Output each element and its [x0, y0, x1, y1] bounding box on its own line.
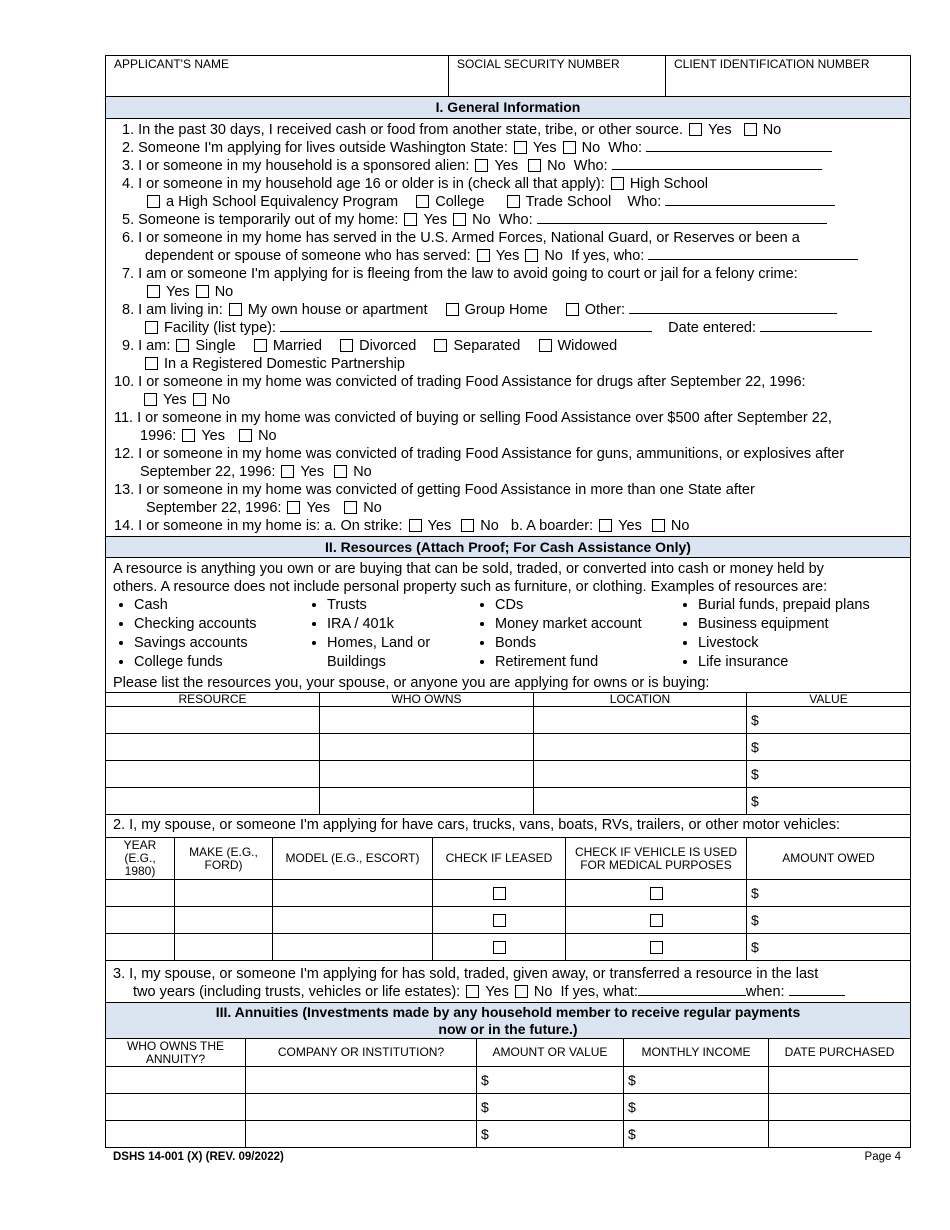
resource-examples-col4	[676, 596, 910, 672]
q3-no-checkbox[interactable]	[528, 159, 541, 172]
transfer-question-line2: two years (including trusts, vehicles or life estates): Yes No If yes, what: when:	[113, 983, 910, 1001]
q6-no-checkbox[interactable]	[525, 249, 538, 262]
leased-checkbox[interactable]	[493, 914, 506, 927]
resource-example: • Trusts	[327, 596, 473, 615]
vehicles-table-header	[106, 838, 911, 880]
q12-no-checkbox[interactable]	[334, 465, 347, 478]
leased-checkbox[interactable]	[493, 887, 506, 900]
question-10-cont: Yes No	[114, 391, 910, 409]
company-cell[interactable]	[246, 1121, 477, 1148]
resource-example: • Life insurance	[698, 653, 910, 672]
column-header: VALUE	[747, 693, 911, 707]
leased-cell	[433, 880, 566, 907]
q4-hse-checkbox[interactable]	[147, 195, 160, 208]
q7-no-checkbox[interactable]	[196, 285, 209, 298]
transfer-no-checkbox[interactable]	[515, 985, 528, 998]
transfer-question	[106, 961, 910, 1003]
q2-no-checkbox[interactable]	[563, 141, 576, 154]
monthly-income-cell[interactable]: $	[624, 1067, 769, 1094]
q13-yes-checkbox[interactable]	[287, 501, 300, 514]
question-4: 4. I or someone in my household age 16 or older is in (check all that apply): High School	[122, 176, 709, 192]
section-general-info-header: I. General Information	[106, 97, 910, 119]
resource-examples	[106, 596, 910, 672]
resource-example: • Cash	[134, 596, 305, 615]
form-page	[105, 55, 911, 1148]
vehicles-table	[105, 837, 911, 961]
make-cell[interactable]	[175, 880, 273, 907]
leased-cell	[433, 934, 566, 961]
q9-separated-checkbox[interactable]	[434, 339, 447, 352]
question-12-cont: September 22, 1996: Yes No	[140, 464, 372, 480]
table-row	[106, 707, 911, 734]
q9-married-checkbox[interactable]	[254, 339, 267, 352]
resource-example: • Livestock	[698, 634, 910, 653]
monthly-income-cell[interactable]: $	[624, 1094, 769, 1121]
amount-cell[interactable]: $	[477, 1121, 624, 1148]
applicant-name-field[interactable]	[106, 56, 449, 96]
q14-boarder-yes-checkbox[interactable]	[599, 519, 612, 532]
column-header: LOCATION	[534, 693, 747, 707]
q9-single-checkbox[interactable]	[176, 339, 189, 352]
q12-yes-checkbox[interactable]	[281, 465, 294, 478]
q8-other-checkbox[interactable]	[566, 303, 579, 316]
q8-facility-field[interactable]	[280, 319, 652, 332]
column-header: AMOUNT OWED	[747, 838, 911, 880]
section-annuities-header	[106, 1003, 910, 1039]
annuities-title-line2: now or in the future.)	[438, 1021, 578, 1037]
question-11: 11. I or someone in my home was convicted of buying or selling Food Assistance over $500 after September 22,	[114, 410, 832, 426]
q5-yes-checkbox[interactable]	[404, 213, 417, 226]
applicant-name-label: APPLICANT'S NAME	[114, 57, 229, 71]
resource-example: • Savings accounts	[134, 634, 305, 653]
q11-no-checkbox[interactable]	[239, 429, 252, 442]
vehicles-prompt: 2. I, my spouse, or someone I'm applying for have cars, trucks, vans, boats, RVs, trailers, or other motor vehicles:	[113, 817, 840, 833]
resources-intro	[106, 558, 910, 596]
question-3: 3. I or someone in my household is a sponsored alien: Yes No Who:	[122, 157, 910, 175]
question-6: 6. I or someone in my home has served in the U.S. Armed Forces, National Guard, or Reserves or been a	[122, 230, 800, 246]
amount-cell[interactable]: $	[477, 1067, 624, 1094]
form-id: DSHS 14-001 (X) (REV. 09/2022)	[113, 1151, 284, 1163]
column-header: RESOURCE	[106, 693, 320, 707]
column-header: DATE PURCHASED	[769, 1039, 911, 1067]
column-header: MODEL (E.G., ESCORT)	[273, 838, 433, 880]
table-row	[106, 761, 911, 788]
annuities-title-line1: III. Annuities (Investments made by any household member to receive regular payments	[215, 1004, 801, 1020]
medical-purpose-checkbox[interactable]	[650, 941, 663, 954]
table-row	[106, 1094, 911, 1121]
medical-cell	[566, 880, 747, 907]
column-header: CHECK IF VEHICLE IS USED FOR MEDICAL PURPOSES	[566, 838, 747, 880]
q14-strike-yes-checkbox[interactable]	[409, 519, 422, 532]
q4-college-checkbox[interactable]	[416, 195, 429, 208]
page-footer	[113, 1151, 901, 1163]
resource-examples-col2	[305, 596, 473, 672]
q4-high-school-checkbox[interactable]	[611, 177, 624, 190]
q10-yes-checkbox[interactable]	[144, 393, 157, 406]
amount-owed-cell[interactable]: $	[747, 907, 911, 934]
question-2: 2. Someone I'm applying for lives outside Washington State: Yes No Who:	[122, 139, 910, 157]
q4-who-field[interactable]	[665, 193, 835, 206]
table-row	[106, 1121, 911, 1148]
location-cell[interactable]	[534, 788, 747, 815]
column-header: YEAR (E.G., 1980)	[106, 838, 175, 880]
resource-examples-col1	[112, 596, 305, 672]
amount-owed-cell[interactable]: $	[747, 880, 911, 907]
table-row	[106, 880, 911, 907]
company-cell[interactable]	[246, 1067, 477, 1094]
resource-example: • Burial funds, prepaid plans	[698, 596, 910, 615]
resource-example: • Money market account	[495, 615, 676, 634]
q5-no-checkbox[interactable]	[453, 213, 466, 226]
company-cell[interactable]	[246, 1094, 477, 1121]
q11-yes-checkbox[interactable]	[182, 429, 195, 442]
question-13-cont: September 22, 1996: Yes No	[146, 500, 382, 516]
resource-example: • Retirement fund	[495, 653, 676, 672]
annuities-table	[105, 1038, 911, 1148]
q7-yes-checkbox[interactable]	[147, 285, 160, 298]
q10-no-checkbox[interactable]	[193, 393, 206, 406]
resource-cell[interactable]	[106, 788, 320, 815]
applicant-id-row	[106, 56, 910, 97]
q8-group-home-checkbox[interactable]	[446, 303, 459, 316]
resources-intro-line1: A resource is anything you own or are buying that can be sold, traded, or converted into cash or money held by	[113, 561, 824, 577]
q1-yes-checkbox[interactable]	[689, 123, 702, 136]
question-4-cont: a High School Equivalency Program College Trade School Who:	[122, 193, 910, 211]
leased-cell	[433, 907, 566, 934]
question-9-cont: In a Registered Domestic Partnership	[122, 355, 910, 373]
q4-trade-school-checkbox[interactable]	[507, 195, 520, 208]
value-cell[interactable]: $	[747, 761, 911, 788]
make-cell[interactable]	[175, 934, 273, 961]
client-id-label: CLIENT IDENTIFICATION NUMBER	[674, 57, 870, 71]
table-row	[106, 907, 911, 934]
q3-who-field[interactable]	[612, 157, 822, 170]
q6-yes-checkbox[interactable]	[477, 249, 490, 262]
year-cell[interactable]	[106, 880, 175, 907]
model-cell[interactable]	[273, 934, 433, 961]
question-13: 13. I or someone in my home was convicted of getting Food Assistance in more than one State after	[114, 482, 755, 498]
transfer-what-field[interactable]	[638, 983, 746, 996]
table-row	[106, 934, 911, 961]
q14-strike-no-checkbox[interactable]	[461, 519, 474, 532]
resource-example: • Bonds	[495, 634, 676, 653]
resources-table-header	[106, 693, 911, 707]
location-cell[interactable]	[534, 707, 747, 734]
model-cell[interactable]	[273, 880, 433, 907]
location-cell[interactable]	[534, 734, 747, 761]
year-cell[interactable]	[106, 907, 175, 934]
food-assistance-questions	[106, 373, 910, 536]
resource-cell[interactable]	[106, 761, 320, 788]
column-header: WHO OWNS THE ANNUITY?	[106, 1039, 246, 1067]
question-10: 10. I or someone in my home was convicted of trading Food Assistance for drugs after September 22, 1996:	[114, 374, 806, 390]
general-info-questions	[106, 119, 910, 373]
client-id-field[interactable]	[666, 56, 910, 96]
column-header: MAKE (E.G., FORD)	[175, 838, 273, 880]
q6-who-field[interactable]	[648, 247, 858, 260]
question-11-cont: 1996: Yes No	[140, 428, 277, 444]
table-row	[106, 1067, 911, 1094]
leased-checkbox[interactable]	[493, 941, 506, 954]
who-owns-cell[interactable]	[320, 734, 534, 761]
date-purchased-cell[interactable]	[769, 1067, 911, 1094]
question-5: 5. Someone is temporarily out of my home: Yes No Who:	[122, 211, 910, 229]
medical-cell	[566, 934, 747, 961]
date-purchased-cell[interactable]	[769, 1094, 911, 1121]
q14-boarder-no-checkbox[interactable]	[652, 519, 665, 532]
q3-yes-checkbox[interactable]	[475, 159, 488, 172]
q9-widowed-checkbox[interactable]	[539, 339, 552, 352]
question-1: 1. In the past 30 days, I received cash or food from another state, tribe, or other source. Yes No	[122, 122, 782, 138]
q5-who-field[interactable]	[537, 211, 827, 224]
transfer-yes-checkbox[interactable]	[466, 985, 479, 998]
column-header: WHO OWNS	[320, 693, 534, 707]
q9-divorced-checkbox[interactable]	[340, 339, 353, 352]
resource-example: • CDs	[495, 596, 676, 615]
q2-yes-checkbox[interactable]	[514, 141, 527, 154]
question-9: 9. I am: Single Married Divorced Separated Widowed	[122, 338, 618, 354]
column-header: CHECK IF LEASED	[433, 838, 566, 880]
question-8: 8. I am living in: My own house or apartment Group Home Other:	[122, 301, 910, 319]
medical-purpose-checkbox[interactable]	[650, 914, 663, 927]
column-header: COMPANY OR INSTITUTION?	[246, 1039, 477, 1067]
resource-example: • IRA / 401k	[327, 615, 473, 634]
resource-example: • Business equipment	[698, 615, 910, 634]
question-7: 7. I am or someone I'm applying for is fleeing from the law to avoid going to court or jail for a felony crime:	[122, 266, 798, 282]
date-purchased-cell[interactable]	[769, 1121, 911, 1148]
monthly-income-cell[interactable]: $	[624, 1121, 769, 1148]
q8-facility-checkbox[interactable]	[145, 321, 158, 334]
resources-intro-line2: others. A resource does not include personal property such as furniture, or clothing. Examples of resources are:	[113, 579, 828, 595]
year-cell[interactable]	[106, 934, 175, 961]
amount-owed-cell[interactable]: $	[747, 934, 911, 961]
page-number: Page 4	[864, 1151, 901, 1163]
question-12: 12. I or someone in my home was convicted of trading Food Assistance for guns, ammunitions, or explosives after	[114, 446, 845, 462]
annuity-owner-cell[interactable]	[106, 1067, 246, 1094]
question-8-cont: Facility (list type): Date entered:	[122, 319, 910, 337]
column-header: MONTHLY INCOME	[624, 1039, 769, 1067]
who-owns-cell[interactable]	[320, 788, 534, 815]
ssn-label: SOCIAL SECURITY NUMBER	[457, 57, 620, 71]
annuity-owner-cell[interactable]	[106, 1094, 246, 1121]
value-cell[interactable]: $	[747, 707, 911, 734]
ssn-field[interactable]	[449, 56, 666, 96]
medical-cell	[566, 907, 747, 934]
q2-who-field[interactable]	[646, 139, 832, 152]
question-14: 14. I or someone in my home is: a. On strike: Yes No b. A boarder: Yes No	[114, 518, 690, 534]
question-6-cont: dependent or spouse of someone who has served: Yes No If yes, who:	[122, 247, 910, 265]
q1-no-checkbox[interactable]	[744, 123, 757, 136]
table-row	[106, 734, 911, 761]
q8-other-field[interactable]	[629, 301, 837, 314]
resources-list-prompt: Please list the resources you, your spouse, or anyone you are applying for owns or is buying:	[113, 675, 710, 691]
model-cell[interactable]	[273, 907, 433, 934]
value-cell[interactable]: $	[747, 788, 911, 815]
resource-cell[interactable]	[106, 734, 320, 761]
q13-no-checkbox[interactable]	[344, 501, 357, 514]
resources-table	[105, 692, 911, 815]
amount-cell[interactable]: $	[477, 1094, 624, 1121]
transfer-question-line1: 3. I, my spouse, or someone I'm applying for has sold, traded, given away, or transferred a resource in the last	[113, 966, 819, 982]
resource-example: • Homes, Land or Buildings	[327, 634, 447, 672]
medical-purpose-checkbox[interactable]	[650, 887, 663, 900]
resource-example: • College funds	[134, 653, 305, 672]
section-resources-header: II. Resources (Attach Proof; For Cash Assistance Only)	[106, 536, 910, 558]
resource-cell[interactable]	[106, 707, 320, 734]
q8-date-field[interactable]	[760, 319, 872, 332]
transfer-when-field[interactable]	[789, 983, 845, 996]
annuity-owner-cell[interactable]	[106, 1121, 246, 1148]
resource-example: • Checking accounts	[134, 615, 305, 634]
column-header: AMOUNT OR VALUE	[477, 1039, 624, 1067]
make-cell[interactable]	[175, 907, 273, 934]
resource-examples-col3	[473, 596, 676, 672]
who-owns-cell[interactable]	[320, 707, 534, 734]
annuities-table-header	[106, 1039, 911, 1067]
q9-rdp-checkbox[interactable]	[145, 357, 158, 370]
value-cell[interactable]: $	[747, 734, 911, 761]
q8-own-house-checkbox[interactable]	[229, 303, 242, 316]
location-cell[interactable]	[534, 761, 747, 788]
question-7-cont: Yes No	[122, 283, 910, 301]
who-owns-cell[interactable]	[320, 761, 534, 788]
table-row	[106, 788, 911, 815]
